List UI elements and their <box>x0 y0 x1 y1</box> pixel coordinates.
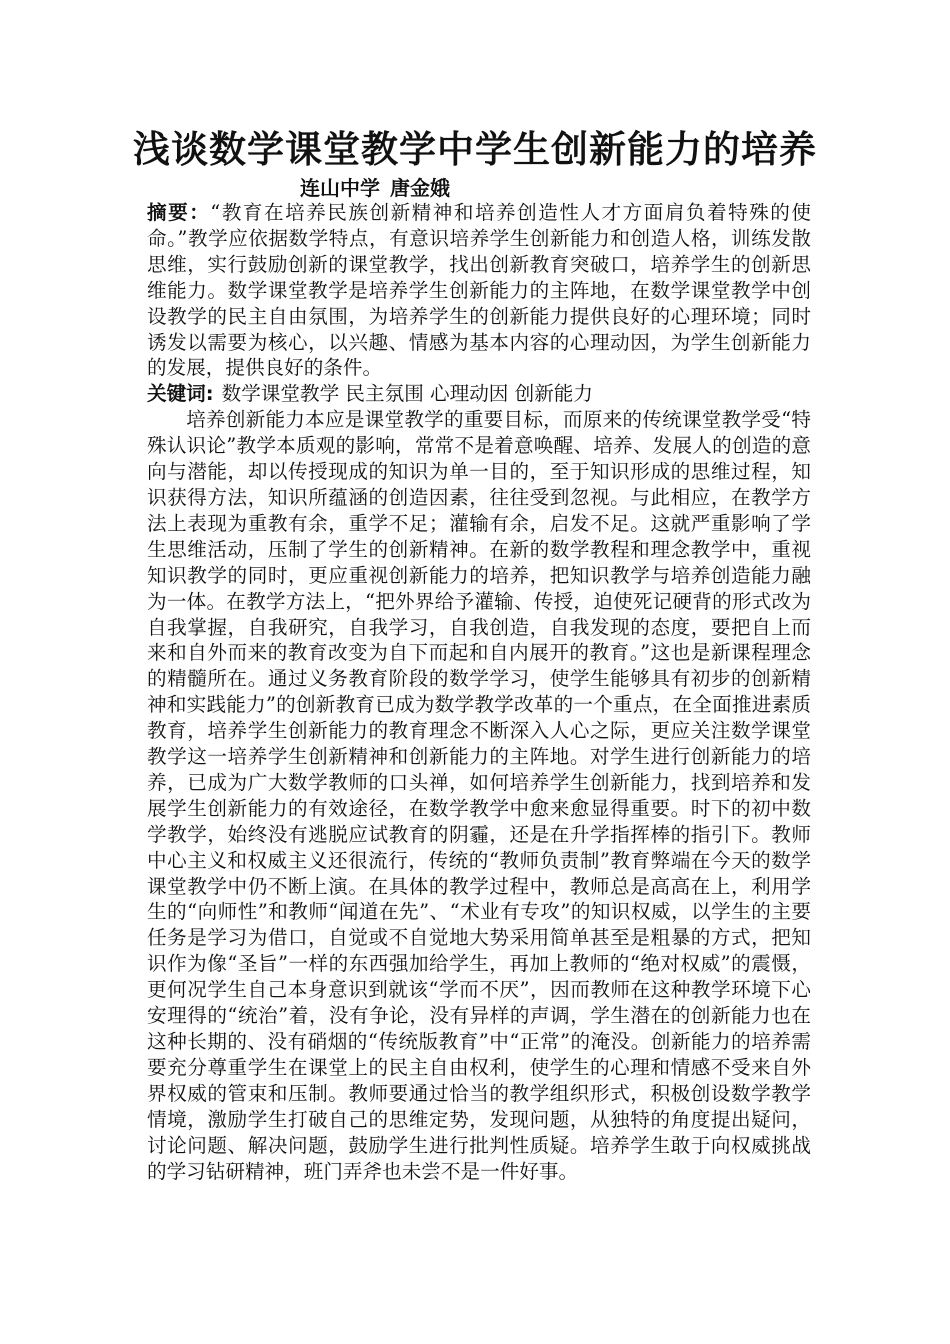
abstract-paragraph <box>147 200 811 381</box>
keywords-paragraph <box>147 381 811 407</box>
document-body <box>147 200 811 1184</box>
keywords-text: 数学课堂教学 民主氛围 心理动因 创新能力 <box>221 382 593 406</box>
author-school: 连山中学 <box>300 176 380 200</box>
body-paragraph: 培养创新能力本应是课堂教学的重要目标，而原来的传统课堂教学受“特殊认识论”教学本质观的影响，常常不是着意唤醒、培养、发展人的创造的意向与潜能，却以传授现成的知识为单一目的，至于知识形成的思维过程，知识获得方法，知识所蕴涵的创造因素，往往受到忽视。与此相应，在教学方法上表现为重教有余，重学不足；灌输有余，启发不足。这就严重影响了学生思维活动，压制了学生的创新精神。在新的数学教程和理念教学中，重视知识教学的同时，更应重视创新能力的培养，把知识教学与培养创造能力融为一体。在教学方法上，“把外界给予灌输、传授，迫使死记硬背的形式改为自我掌握，自我研究，自我学习，自我创造，自我发现的态度，要把自上而来和自外而来的教育改变为自下而起和自内展开的教育。”这也是新课程理念的精髓所在。通过义务教育阶段的数学学习，使学生能够具有初步的创新精神和实践能力”的创新教育已成为数学教学改革的一个重点，在全面推进素质教育，培养学生创新能力的教育理念不断深入人心之际，更应关注数学课堂教学这一培养学生创新精神和创新能力的主阵地。对学生进行创新能力的培养，已成为广大数学教师的口头禅，如何培养学生创新能力，找到培养和发展学生创新能力的有效途径，在数学教学中愈来愈显得重要。时下的初中数学教学，始终没有逃脱应试教育的阴霾，还是在升学指挥棒的指引下。教师中心主义和权威主义还很流行，传统的“教师负责制”教育弊端在今天的数学课堂教学中仍不断上演。在具体的教学过程中，教师总是高高在上，利用学生的“向师性”和教师“闻道在先”、“术业有专攻”的知识权威，以学生的主要任务是学习为借口，自觉或不自觉地大势采用简单甚至是粗暴的方式，把知识作为像“圣旨”一样的东西强加给学生，再加上教师的“绝对权威”的震慑，更何况学生自己本身意识到就该“学而不厌”，因而教师在这种教学环境下心安理得的“统治”着，没有争论，没有异样的声调，学生潜在的创新能力也在这种长期的、没有硝烟的“传统版教育”中“正常”的淹没。创新能力的培养需要充分尊重学生在课堂上的民主自由权利，使学生的心理和情感不受来自外界权威的管束和压制。教师要通过恰当的教学组织形式，积极创设数学教学情境，激励学生打破自己的思维定势，发现问题，从独特的角度提出疑问，讨论问题、解决问题，鼓励学生进行批判性质疑。培养学生敢于向权威挑战的学习钻研精神，班门弄斧也未尝不是一件好事。 <box>147 408 811 1183</box>
keywords-label: 关键词: <box>147 382 214 406</box>
abstract-label: 摘要： <box>147 201 211 224</box>
author-name: 唐金娥 <box>390 176 450 200</box>
author-line <box>300 175 450 201</box>
page-title: 浅谈数学课堂教学中学生创新能力的培养 <box>133 128 817 171</box>
abstract-text: “教育在培养民族创新精神和培养创造性人才方面肩负着特殊的使命。”教学应依据数学特点，有意识培养学生创新能力和创造人格，训练发散思维，实行鼓励创新的课堂教学，找出创新教育突破口，培养学生的创新思维能力。数学课堂教学是培养学生创新能力的主阵地，在数学课堂教学中创设教学的民主自由氛围，为培养学生的创新能力提供良好的心理环境；同时诱发以需要为核心，以兴趣、情感为基本内容的心理动因，为学生创新能力的发展，提供良好的条件。 <box>147 201 811 380</box>
